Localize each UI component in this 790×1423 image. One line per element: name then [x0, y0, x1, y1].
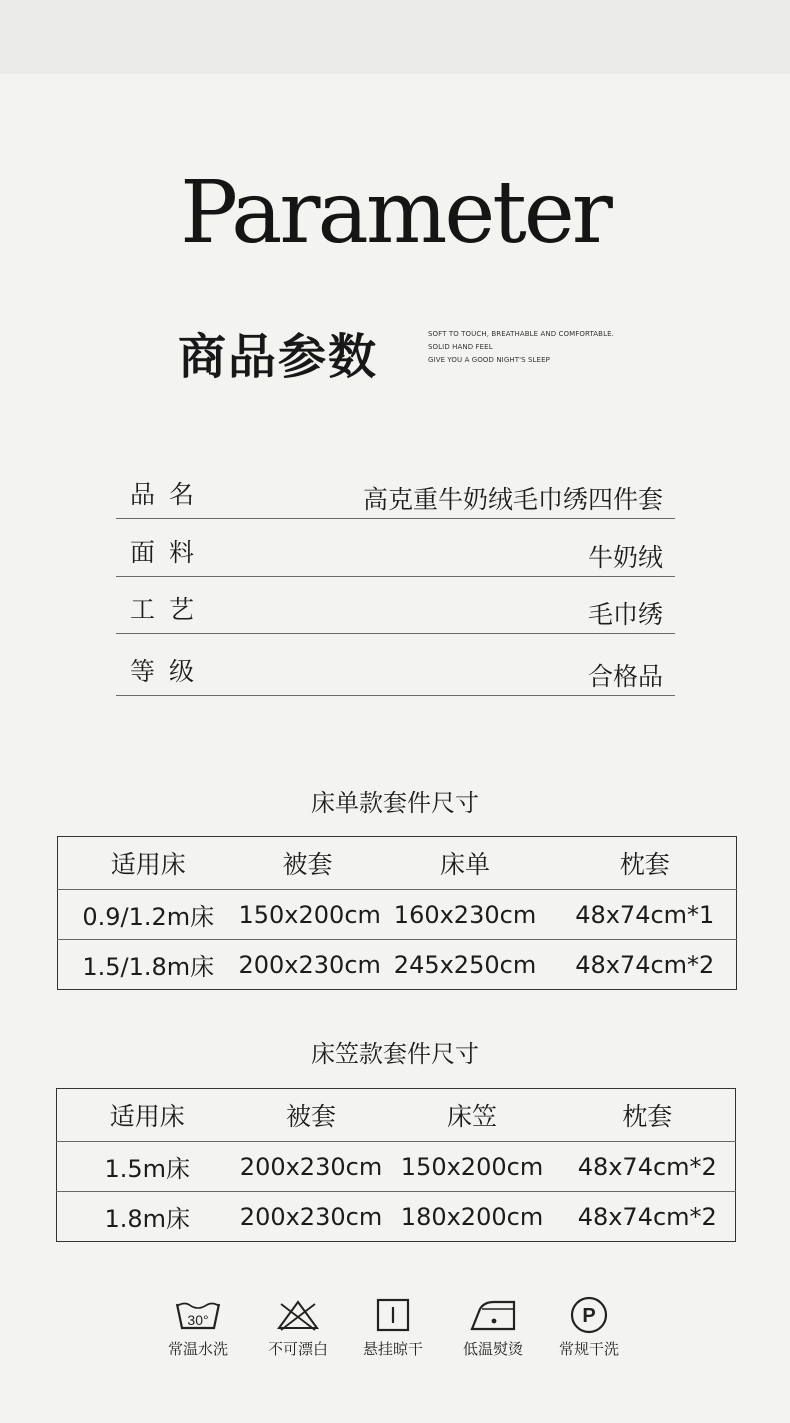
table-header-cell: 被套: [239, 837, 377, 890]
care-item-wash: [153, 1296, 243, 1359]
table2-title: 床笠款套件尺寸: [311, 1040, 479, 1068]
care-item-dryclean: [544, 1296, 634, 1359]
care-label: 悬挂晾干: [362, 1340, 423, 1358]
table-cell: 180x200cm: [400, 1202, 544, 1231]
table-header-cell: 床笠: [385, 1089, 560, 1142]
param-row-name: [116, 472, 675, 519]
table-header-cell: 适用床: [57, 1089, 238, 1142]
table-cell: 48x74cm*1: [554, 890, 737, 940]
tagline-line: SOFT TO TOUCH, BREATHABLE AND COMFORTABLE.: [428, 330, 614, 338]
param-value: 牛奶绒: [587, 543, 663, 572]
table-cell: 1.8m床: [104, 1205, 191, 1233]
care-item-iron: [448, 1296, 538, 1359]
table-cell: 200x230cm: [239, 1202, 383, 1231]
table-header-cell: 床单: [377, 837, 554, 890]
parameter-list: [116, 472, 675, 696]
param-value: 合格品: [587, 662, 663, 691]
wash-temp: 30°: [187, 1312, 209, 1328]
page-subtitle: 商品参数: [178, 329, 379, 385]
param-value: 毛巾绣: [587, 600, 663, 629]
care-item-dry: [348, 1296, 438, 1359]
dry-clean-icon: [544, 1296, 634, 1334]
table-cell: 150x200cm: [239, 890, 377, 940]
param-key: 面料: [130, 538, 209, 567]
sheet-set-size-table: [57, 836, 737, 990]
table-row: [57, 1142, 736, 1192]
no-bleach-icon: [253, 1296, 343, 1334]
param-key: 品名: [130, 480, 209, 509]
care-label: 低温熨烫: [462, 1340, 523, 1358]
table-header-cell: 枕套: [554, 837, 737, 890]
table-cell: 150x200cm: [385, 1142, 560, 1192]
low-iron-icon: [448, 1296, 538, 1334]
care-label: 不可漂白: [267, 1340, 328, 1358]
param-value: 高克重牛奶绒毛巾绣四件套: [362, 485, 663, 514]
table-header-row: [57, 1089, 736, 1142]
care-label: 常温水洗: [167, 1340, 228, 1358]
top-band: [0, 0, 790, 74]
page-title: Parameter: [180, 163, 610, 263]
table-cell: 1.5/1.8m床: [82, 953, 215, 981]
table-header-row: [58, 837, 737, 890]
table-cell: 160x230cm: [377, 890, 554, 940]
wash-30-icon: [153, 1296, 243, 1334]
fitted-set-size-table: [56, 1088, 736, 1242]
table-cell: 200x230cm: [238, 950, 381, 979]
hang-dry-icon: [348, 1296, 438, 1334]
table-header-cell: 适用床: [58, 837, 239, 890]
param-row-grade: [116, 634, 675, 696]
table-cell: 1.5m床: [57, 1142, 238, 1192]
table-row: [57, 1192, 736, 1242]
table-row: [58, 940, 737, 990]
table-cell: 48x74cm*2: [560, 1142, 736, 1192]
table-cell: 245x250cm: [393, 950, 537, 979]
tagline-line: SOLID HAND FEEL: [428, 343, 493, 351]
table-cell: 48x74cm*2: [575, 950, 715, 979]
care-label: 常规干洗: [558, 1340, 619, 1358]
table-cell: 200x230cm: [238, 1142, 385, 1192]
dry-clean-glyph: P: [582, 1305, 596, 1327]
param-row-fabric: [116, 519, 675, 577]
param-key: 等级: [130, 657, 209, 686]
table-cell: 0.9/1.2m床: [58, 890, 239, 940]
param-key: 工艺: [130, 595, 209, 624]
tagline: [428, 328, 614, 367]
table1-title: 床单款套件尺寸: [311, 789, 479, 817]
table-cell: 48x74cm*2: [577, 1202, 717, 1231]
tagline-line: GIVE YOU A GOOD NIGHT'S SLEEP: [428, 356, 550, 364]
table-row: [58, 890, 737, 940]
care-item-bleach: [253, 1296, 343, 1359]
table-header-cell: 被套: [238, 1089, 385, 1142]
param-row-craft: [116, 577, 675, 634]
table-header-cell: 枕套: [560, 1089, 736, 1142]
